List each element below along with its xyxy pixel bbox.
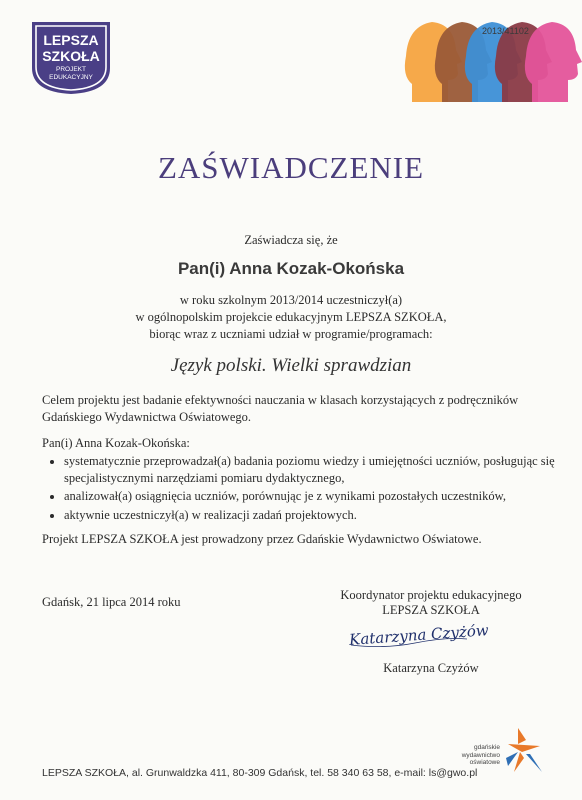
certificate-number: 2013/41102: [482, 26, 529, 36]
recipient-name: Pan(i) Anna Kozak-Okońska: [177, 259, 405, 278]
gwo-mark-shape: [508, 744, 540, 752]
head-silhouette: [525, 22, 582, 102]
coordinator-line: Koordynator projektu edukacyjnego: [340, 588, 522, 602]
gwo-line: gdańskie: [473, 744, 500, 751]
gwo-mark-shape: [506, 752, 518, 766]
footer-contact: LEPSZA SZKOŁA, al. Grunwaldzka 411, 80-309 Gdańsk, tel. 58 340 63 58, e-mail: ls@gwo.pl: [42, 767, 478, 779]
svg-text:SZKOŁA: SZKOŁA: [42, 48, 100, 64]
gwo-line: oświatowe: [469, 759, 500, 766]
svg-text:LEPSZA: LEPSZA: [43, 32, 99, 48]
list-item: • aktywnie uczestniczył(a) w realizacji zadań projektowych.: [64, 507, 564, 524]
coordinator-line: LEPSZA SZKOŁA: [382, 603, 480, 617]
list-item: • systematycznie przeprowadzał(a) badania poziomu wiedzy i umiejętności uczniów, posługując się specjalistycznymi narzędziami pomiaru dydaktycznego,: [64, 453, 564, 486]
intro-text: Zaświadcza się, że: [244, 233, 338, 247]
gwo-line: wydawnictwo: [461, 751, 500, 759]
statement-line: w roku szkolnym 2013/2014 uczestniczył(a): [179, 293, 403, 307]
statement-line: w ogólnopolskim projekcie edukacyjnym LEPSZA SZKOŁA,: [135, 310, 447, 324]
place-date: Gdańsk, 21 lipca 2014 roku: [42, 595, 181, 609]
goal-line: Gdańskiego Wydawnictwa Oświatowego.: [42, 410, 252, 424]
coordinator-title: [300, 588, 562, 618]
goal-line: Celem projektu jest badanie efektywności nauczania w klasach korzystających z podręczników: [42, 393, 519, 407]
statement-block: [0, 292, 582, 343]
tasks-list: [42, 453, 564, 525]
project-goal: [42, 392, 542, 426]
organizer-text: Projekt LEPSZA SZKOŁA jest prowadzony przez Gdańskie Wydawnictwo Oświatowe.: [42, 532, 482, 546]
svg-text:PROJEKT: PROJEKT: [56, 66, 86, 73]
gwo-mark-shape: [518, 728, 526, 744]
statement-line: biorąc wraz z uczniami udział w programie/programach:: [149, 327, 433, 341]
lepsza-szkola-logo: [28, 18, 114, 96]
signer-name: Katarzyna Czyżów: [383, 661, 479, 675]
list-item: • analizował(a) osiągnięcia uczniów, porównując je z wynikami pozostałych uczestników,: [64, 488, 564, 505]
svg-text:EDUKACYJNY: EDUKACYJNY: [49, 74, 93, 81]
gwo-logo-text: [450, 744, 500, 767]
program-name: Język polski. Wielki sprawdzian: [170, 355, 412, 376]
tasks-intro: Pan(i) Anna Kozak-Okońska:: [42, 436, 190, 450]
gwo-mark-shape: [526, 754, 542, 772]
document-title: ZAŚWIADCZENIE: [157, 150, 425, 185]
handwritten-signature: [345, 615, 490, 655]
svg-text:Katarzyna Czyżów: Katarzyna Czyżów: [348, 621, 490, 649]
